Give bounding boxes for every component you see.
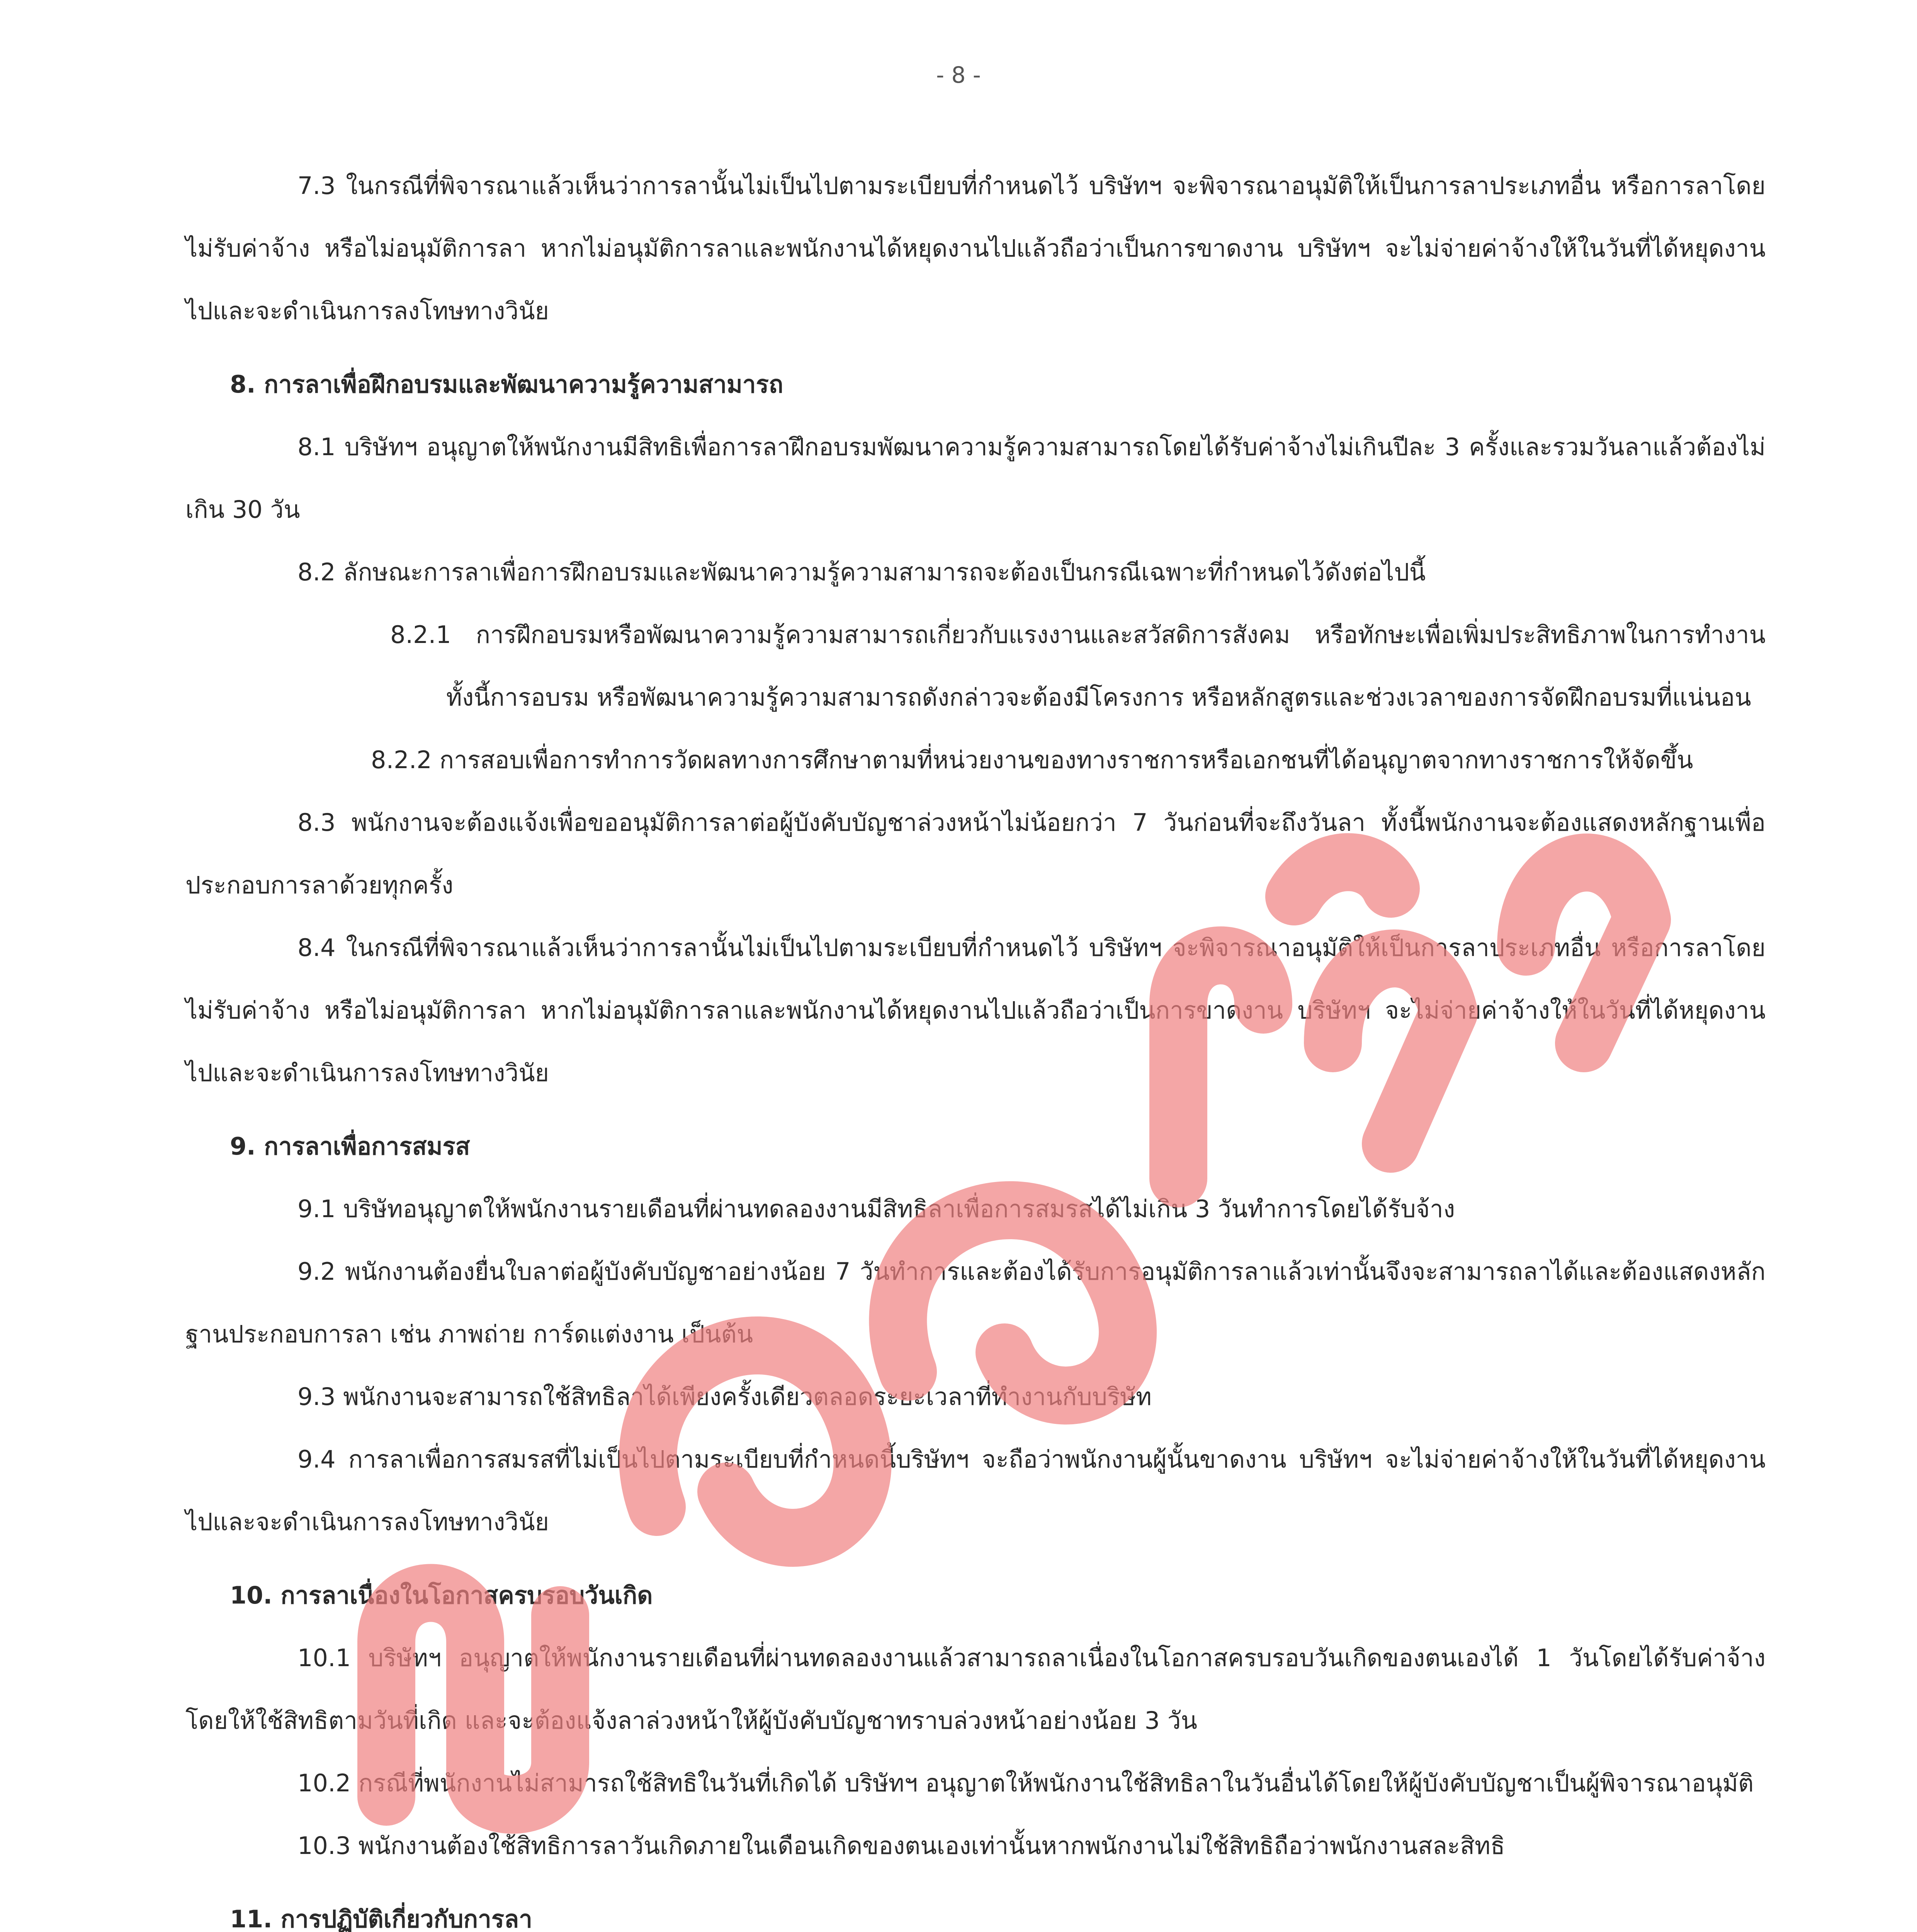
paragraph-8-2: 8.2 ลักษณะการลาเพื่อการฝึกอบรมและพัฒนาความรู้ความสามารถจะต้องเป็นกรณีเฉพาะที่กำหนดไว้ดังต่อไปนี้	[297, 558, 1426, 586]
document-body	[185, 155, 1766, 1932]
paragraph-8-4: 8.4 ในกรณีที่พิจารณาแล้วเห็นว่าการลานั้นไม่เป็นไปตามระเบียบที่กำหนดไว้ บริษัทฯ จะพิจารณาอนุมัติให้เป็นการลาประเภทอื่น หรือการลาโดยไม่รับค่าจ้าง หรือไม่อนุมัติการลา หากไม่อนุมัติการลาและพนักงานได้หยุดงานไปแล้วถือว่าเป็นการขาดงาน บริษัทฯ จะไม่จ่ายค่าจ้างให้ในวันที่ได้หยุดงานไปและจะดำเนินการลงโทษทางวินัย	[185, 934, 1766, 1087]
paragraph-10-1: 10.1 บริษัทฯ อนุญาตให้พนักงานรายเดือนที่ผ่านทดลองงานแล้วสามารถลาเนื่องในโอกาสครบรอบวันเกิดของตนเองได้ 1 วันโดยได้รับค่าจ้าง โดยให้ใช้สิทธิตามวันที่เกิด และจะต้องแจ้งลาล่วงหน้าให้ผู้บังคับบัญชาทราบล่วงหน้าอย่างน้อย 3 วัน	[185, 1644, 1766, 1735]
paragraph-8-1: 8.1 บริษัทฯ อนุญาตให้พนักงานมีสิทธิเพื่อการลาฝึกอบรมพัฒนาความรู้ความสามารถโดยได้รับค่าจ้างไม่เกินปีละ 3 ครั้งและรวมวันลาแล้วต้องไม่เกิน 30 วัน	[185, 433, 1766, 524]
section-heading-11: 11. การปฏิบัติเกี่ยวกับการลา	[230, 1905, 532, 1932]
section-heading-8: 8. การลาเพื่อฝึกอบรมและพัฒนาความรู้ความสามารถ	[230, 370, 783, 398]
paragraph-9-4: 9.4 การลาเพื่อการสมรสที่ไม่เป็นไปตามระเบียบที่กำหนดนี้บริษัทฯ จะถือว่าพนักงานผู้นั้นขาดงาน บริษัทฯ จะไม่จ่ายค่าจ้างให้ในวันที่ได้หยุดงานไปและจะดำเนินการลงโทษทางวินัย	[185, 1445, 1766, 1536]
paragraph-8-2-1: 8.2.1 การฝึกอบรมหรือพัฒนาความรู้ความสามารถเกี่ยวกับแรงงานและสวัสดิการสังคม หรือทักษะเพื่อเพิ่มประสิทธิภาพในการทำงาน ทั้งนี้การอบรม หรือพัฒนาความรู้ความสามารถดังกล่าวจะต้องมีโครงการ หรือหลักสูตรและช่วงเวลาของการจัดฝึกอบรมที่แน่นอน	[390, 621, 1766, 711]
paragraph-9-1: 9.1 บริษัทอนุญาตให้พนักงานรายเดือนที่ผ่านทดลองงานมีสิทธิลาเพื่อการสมรสได้ไม่เกิน 3 วันทำการโดยได้รับจ้าง	[297, 1195, 1455, 1223]
page-number: - 8 -	[936, 62, 981, 88]
paragraph-8-2-2: 8.2.2 การสอบเพื่อการทำการวัดผลทางการศึกษาตามที่หน่วยงานของทางราชการหรือเอกชนที่ได้อนุญาตจากทางราชการให้จัดขึ้น	[371, 746, 1693, 774]
paragraph-7-3: 7.3 ในกรณีที่พิจารณาแล้วเห็นว่าการลานั้นไม่เป็นไปตามระเบียบที่กำหนดไว้ บริษัทฯ จะพิจารณาอนุมัติให้เป็นการลาประเภทอื่น หรือการลาโดยไม่รับค่าจ้าง หรือไม่อนุมัติการลา หากไม่อนุมัติการลาและพนักงานได้หยุดงานไปแล้วถือว่าเป็นการขาดงาน บริษัทฯ จะไม่จ่ายค่าจ้างให้ในวันที่ได้หยุดงานไปและจะดำเนินการลงโทษทางวินัย	[185, 172, 1766, 325]
paragraph-8-3: 8.3 พนักงานจะต้องแจ้งเพื่อขออนุมัติการลาต่อผู้บังคับบัญชาล่วงหน้าไม่น้อยกว่า 7 วันก่อนที่จะถึงวันลา ทั้งนี้พนักงานจะต้องแสดงหลักฐานเพื่อประกอบการลาด้วยทุกครั้ง	[185, 808, 1766, 899]
paragraph-9-3: 9.3 พนักงานจะสามารถใช้สิทธิลาได้เพียงครั้งเดียวตลอดระยะเวลาที่ทำงานกับบริษัท	[297, 1383, 1152, 1411]
section-heading-10: 10. การลาเนื่องในโอกาสครบรอบวันเกิด	[230, 1581, 653, 1609]
paragraph-10-3: 10.3 พนักงานต้องใช้สิทธิการลาวันเกิดภายในเดือนเกิดของตนเองเท่านั้นหากพนักงานไม่ใช้สิทธิถือว่าพนักงานสละสิทธิ	[297, 1832, 1505, 1860]
paragraph-9-2: 9.2 พนักงานต้องยื่นใบลาต่อผู้บังคับบัญชาอย่างน้อย 7 วันทำการและต้องได้รับการอนุมัติการลาแล้วเท่านั้นจึงจะสามารถลาได้และต้องแสดงหลักฐานประกอบการลา เช่น ภาพถ่าย การ์ดแต่งงาน เป็นต้น	[185, 1257, 1766, 1348]
paragraph-10-2: 10.2 กรณีที่พนักงานไม่สามารถใช้สิทธิในวันที่เกิดได้ บริษัทฯ อนุญาตให้พนักงานใช้สิทธิลาในวันอื่นได้โดยให้ผู้บังคับบัญชาเป็นผู้พิจารณาอนุมัติ	[297, 1769, 1754, 1797]
section-heading-9: 9. การลาเพื่อการสมรส	[230, 1132, 470, 1160]
